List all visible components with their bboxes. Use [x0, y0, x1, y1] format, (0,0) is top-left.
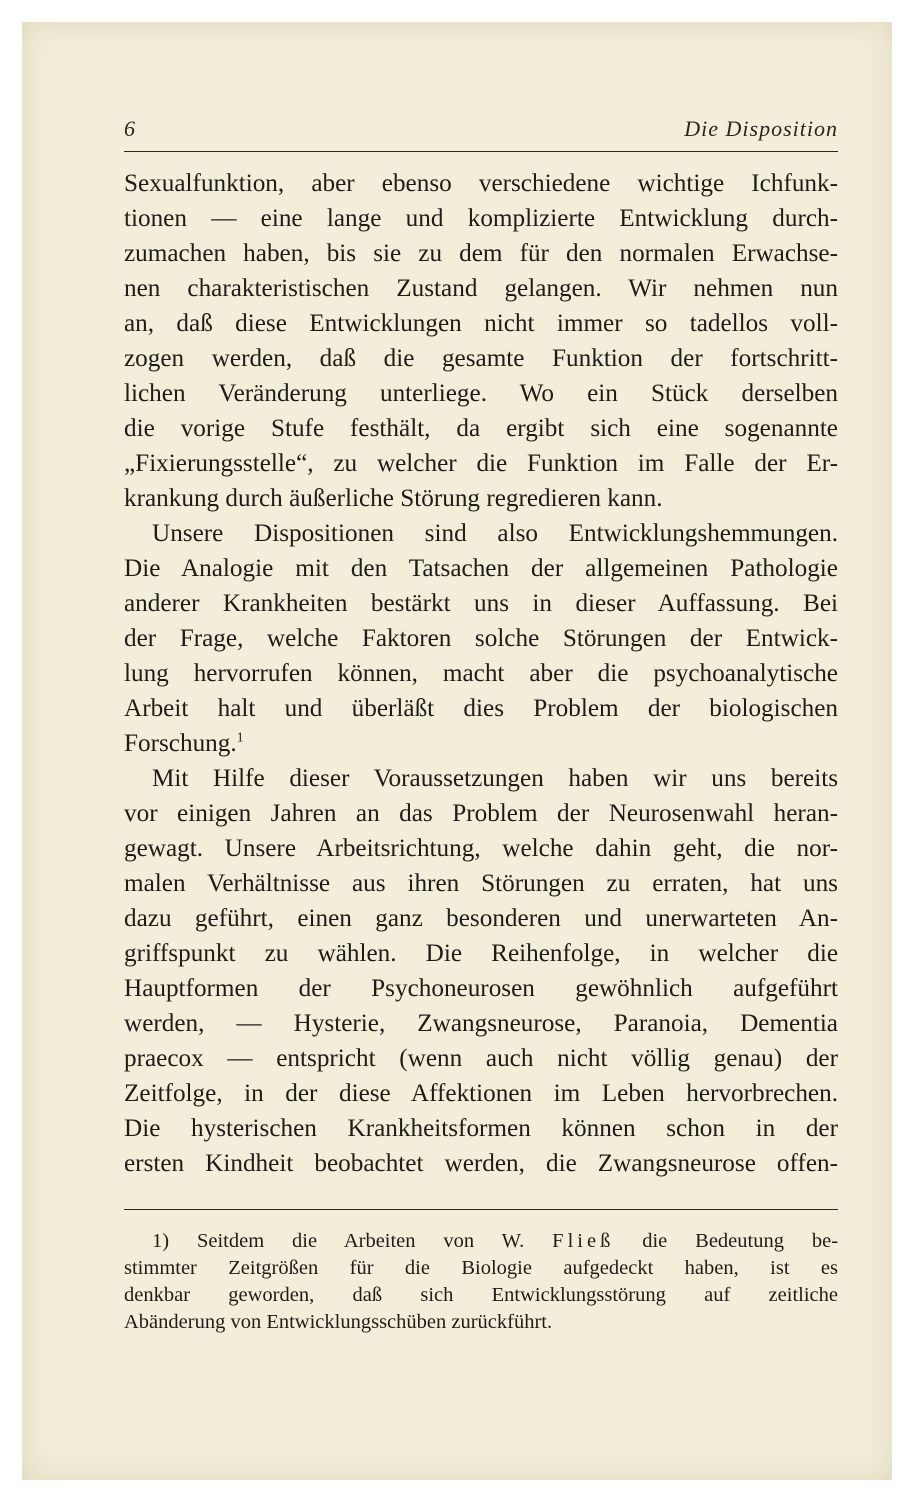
- footnote-rule: [124, 1209, 838, 1210]
- text-line: zogen werden, daß die gesamte Funktion der fortschritt-: [124, 345, 838, 372]
- footnote-text: 1) Seitdem die Arbeiten von W.: [152, 1230, 525, 1252]
- text-line: Arbeit halt und überläßt dies Problem der biologischen: [124, 695, 838, 722]
- footnote-line: stimmter Zeitgrößen für die Biologie aufgedeckt haben, ist es: [124, 1257, 838, 1279]
- footnote-marker: 1: [236, 730, 244, 746]
- text-line-content: Forschung.: [124, 730, 237, 757]
- text-line: Mit Hilfe dieser Voraussetzungen haben wir uns bereits: [152, 765, 838, 792]
- text-line: [124, 726, 838, 761]
- main-text: [124, 166, 838, 1181]
- text-line: lung hervorrufen können, macht aber die psychoanalytische: [124, 660, 838, 687]
- text-line: Unsere Dispositionen sind also Entwicklungshemmungen.: [152, 520, 838, 547]
- header-rule: [124, 151, 838, 152]
- text-line: nen charakteristischen Zustand gelangen. Wir nehmen nun: [124, 275, 838, 302]
- text-line: Die Analogie mit den Tatsachen der allgemeinen Pathologie: [124, 555, 838, 582]
- footnote-text: die Bedeutung be-: [642, 1230, 838, 1252]
- running-header: [124, 116, 838, 146]
- footnote-line: denkbar geworden, daß sich Entwicklungsstörung auf zeitliche: [124, 1284, 838, 1306]
- text-line: ersten Kindheit beobachtet werden, die Zwangsneurose offen-: [124, 1150, 838, 1177]
- text-line: Zeitfolge, in der diese Affektionen im Leben hervorbrechen.: [124, 1080, 838, 1107]
- page-number: 6: [124, 116, 135, 141]
- text-line: praecox — entspricht (wenn auch nicht völlig genau) der: [124, 1045, 838, 1072]
- text-line: malen Verhältnisse aus ihren Störungen zu erraten, hat uns: [124, 870, 838, 897]
- text-line: an, daß diese Entwicklungen nicht immer so tadellos voll-: [124, 310, 838, 337]
- text-line: tionen — eine lange und komplizierte Entwicklung durch-: [124, 205, 838, 232]
- footnote: [124, 1228, 838, 1336]
- text-line: dazu geführt, einen ganz besonderen und unerwarteten An-: [124, 905, 838, 932]
- text-line: anderer Krankheiten bestärkt uns in dieser Auffassung. Bei: [124, 590, 838, 617]
- text-line: Sexualfunktion, aber ebenso verschiedene wichtige Ichfunk-: [124, 170, 838, 197]
- text-line: gewagt. Unsere Arbeitsrichtung, welche dahin geht, die nor-: [124, 835, 838, 862]
- text-line: die vorige Stufe festhält, da ergibt sich eine sogenannte: [124, 415, 838, 442]
- footnote-author-name: Fließ: [552, 1230, 615, 1252]
- text-line: „Fixierungsstelle“, zu welcher die Funktion im Falle der Er-: [124, 450, 838, 477]
- running-title: Die Disposition: [684, 116, 838, 141]
- text-line: werden, — Hysterie, Zwangsneurose, Paranoia, Dementia: [124, 1010, 838, 1037]
- text-line: lichen Veränderung unterliege. Wo ein Stück derselben: [124, 380, 838, 407]
- text-line: krankung durch äußerliche Störung regredieren kann.: [124, 485, 663, 512]
- text-line: vor einigen Jahren an das Problem der Neurosenwahl heran-: [124, 800, 838, 827]
- footnote-line: Abänderung von Entwicklungsschüben zurückführt.: [124, 1311, 553, 1333]
- text-line: griffspunkt zu wählen. Die Reihenfolge, in welcher die: [124, 940, 838, 967]
- text-line: zumachen haben, bis sie zu dem für den normalen Erwachse-: [124, 240, 838, 267]
- footnote-line: [124, 1228, 838, 1255]
- text-line: Die hysterischen Krankheitsformen können schon in der: [124, 1115, 838, 1142]
- text-line: Hauptformen der Psychoneurosen gewöhnlich aufgeführt: [124, 975, 838, 1002]
- text-line: der Frage, welche Faktoren solche Störungen der Entwick-: [124, 625, 838, 652]
